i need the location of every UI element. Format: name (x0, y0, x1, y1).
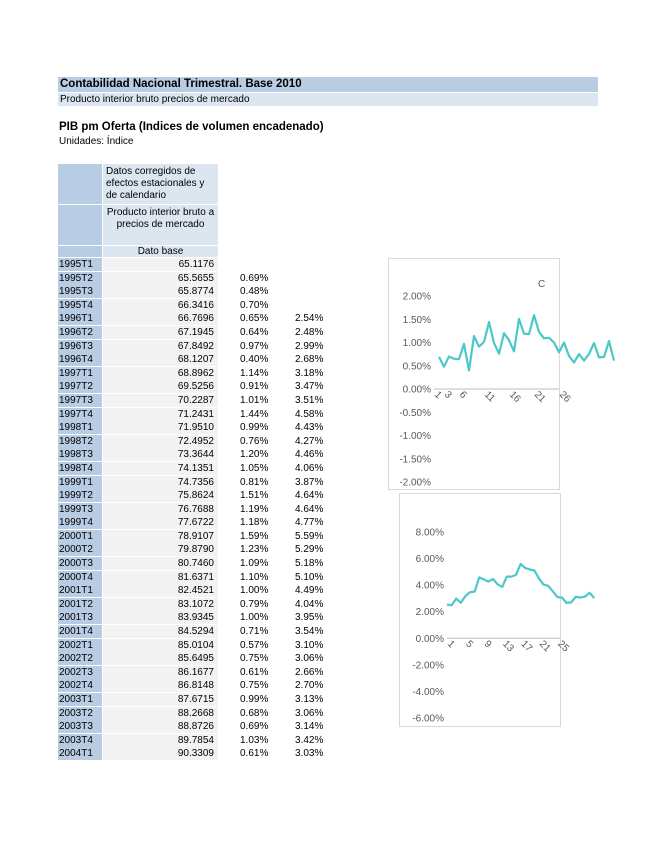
y-tick-label: -4.00% (412, 686, 444, 698)
quarterly-growth-cell: 0.64% (240, 326, 269, 338)
period-cell: 1997T3 (58, 394, 102, 407)
annual-growth-cell: 3.42% (295, 734, 324, 746)
series-line (447, 564, 594, 605)
period-cell: 2002T1 (58, 639, 102, 652)
table-row (58, 489, 338, 503)
table-row (58, 380, 338, 394)
index-value-cell: 86.8148 (103, 679, 218, 692)
quarterly-growth-cell: 0.61% (240, 666, 269, 678)
index-value-cell: 87.6715 (103, 693, 218, 706)
index-value-cell: 85.0104 (103, 639, 218, 652)
annual-growth-cell: 4.77% (295, 517, 324, 529)
annual-growth-cell: 4.58% (295, 408, 324, 420)
annual-growth-cell: 3.54% (295, 626, 324, 638)
annual-growth-chart (399, 493, 571, 727)
index-value-cell: 67.1945 (103, 326, 218, 339)
index-value-cell: 66.3416 (103, 299, 218, 312)
report-subtitle-band: Producto interior bruto precios de mercado (58, 93, 598, 106)
table-row (58, 285, 338, 299)
index-value-cell: 73.3644 (103, 448, 218, 461)
x-tick-label: 11 (481, 389, 498, 405)
x-tick-label: 21 (531, 389, 548, 405)
period-cell: 1998T3 (58, 448, 102, 461)
period-cell: 1999T3 (58, 503, 102, 516)
table-header-indicator: Producto interior bruto a precios de mercado (103, 205, 218, 245)
period-cell: 2002T3 (58, 666, 102, 679)
table-header-base: Dato base (103, 246, 218, 257)
series-line (439, 315, 614, 370)
x-tick-label: 17 (518, 638, 535, 655)
annual-growth-cell: 5.59% (295, 530, 324, 542)
quarterly-growth-cell: 1.09% (240, 558, 269, 570)
index-value-cell: 71.9510 (103, 421, 218, 434)
x-tick-label: 1 (444, 638, 457, 651)
quarterly-growth-cell: 0.75% (240, 680, 269, 692)
table-row (58, 435, 338, 449)
table-row (58, 625, 338, 639)
chart-title: C (538, 279, 546, 290)
annual-growth-cell: 3.47% (295, 381, 324, 393)
x-tick-label: 21 (536, 638, 553, 655)
quarterly-growth-cell: 1.00% (240, 585, 269, 597)
annual-growth-cell: 2.70% (295, 680, 324, 692)
period-cell: 2000T4 (58, 571, 102, 584)
index-value-cell: 68.8962 (103, 367, 218, 380)
quarterly-growth-cell: 0.79% (240, 598, 269, 610)
y-tick-label: -1.50% (399, 454, 431, 466)
index-value-cell: 65.1176 (103, 258, 218, 271)
y-tick-label: -2.00% (399, 477, 431, 489)
x-tick-label: 3 (441, 389, 454, 402)
index-value-cell: 85.6495 (103, 652, 218, 665)
index-value-cell: 76.7688 (103, 503, 218, 516)
table-row (58, 353, 338, 367)
y-tick-label: -1.00% (399, 431, 431, 442)
annual-growth-cell: 3.03% (295, 748, 324, 760)
period-cell: 1998T1 (58, 421, 102, 434)
table-row (58, 367, 338, 381)
table-row (58, 340, 338, 354)
annual-growth-cell: 3.06% (295, 707, 324, 719)
quarterly-growth-cell: 1.51% (240, 490, 269, 502)
period-cell: 1997T2 (58, 380, 102, 393)
x-tick-label: 26 (556, 389, 573, 405)
index-value-cell: 65.8774 (103, 285, 218, 298)
index-value-cell: 81.6371 (103, 571, 218, 584)
table-row (58, 503, 338, 517)
y-tick-label: 6.00% (415, 554, 444, 566)
y-tick-label: -0.50% (399, 407, 431, 419)
index-value-cell: 82.4521 (103, 584, 218, 597)
period-cell: 1996T4 (58, 353, 102, 366)
index-value-cell: 71.2431 (103, 408, 218, 421)
index-value-cell: 74.7356 (103, 476, 218, 489)
table-row (58, 584, 338, 598)
table-row (58, 747, 338, 761)
period-cell: 1995T1 (58, 258, 102, 271)
x-tick-label: 13 (500, 638, 516, 655)
y-tick-label: 0.00% (415, 633, 444, 645)
table-row (58, 476, 338, 490)
period-cell: 1999T4 (58, 516, 102, 529)
quarterly-growth-cell: 1.19% (240, 503, 269, 515)
period-cell: 2002T4 (58, 679, 102, 692)
y-tick-label: 1.00% (402, 338, 431, 349)
annual-growth-cell: 3.95% (295, 612, 324, 624)
x-tick-label: 9 (481, 638, 494, 651)
period-cell: 2004T1 (58, 747, 102, 760)
quarterly-growth-cell: 0.99% (240, 694, 269, 705)
table-row (58, 598, 338, 612)
annual-growth-cell: 3.14% (295, 721, 324, 733)
index-value-cell: 74.1351 (103, 462, 218, 475)
quarterly-growth-cell: 1.05% (240, 462, 269, 474)
period-cell: 2002T2 (58, 652, 102, 665)
x-tick-label: 25 (555, 638, 571, 655)
period-cell: 1998T4 (58, 462, 102, 475)
annual-growth-cell: 3.51% (295, 394, 324, 406)
period-cell: 2000T2 (58, 543, 102, 556)
index-value-cell: 83.1072 (103, 598, 218, 611)
data-table (58, 258, 338, 761)
index-value-cell: 80.7460 (103, 557, 218, 570)
quarterly-growth-cell: 1.10% (240, 571, 269, 583)
annual-growth-cell: 2.66% (295, 666, 324, 678)
period-cell: 1999T2 (58, 489, 102, 502)
quarterly-growth-cell: 1.59% (240, 530, 269, 542)
index-value-cell: 67.8492 (103, 340, 218, 353)
quarterly-growth-cell: 1.14% (240, 367, 269, 379)
period-cell: 1997T4 (58, 408, 102, 421)
quarterly-growth-cell: 0.70% (240, 299, 269, 311)
annual-growth-cell: 5.29% (295, 544, 324, 556)
annual-growth-cell: 4.49% (295, 585, 324, 597)
annual-growth-cell: 2.54% (295, 313, 324, 325)
table-row (58, 639, 338, 653)
quarterly-growth-cell: 1.44% (240, 408, 269, 420)
annual-growth-cell: 4.04% (295, 598, 324, 610)
index-value-cell: 65.5655 (103, 272, 218, 285)
table-header-adjustment: Datos corregidos de efectos estacionales y de calendario (103, 164, 218, 204)
index-value-cell: 89.7854 (103, 734, 218, 747)
quarterly-growth-cell: 0.71% (240, 626, 269, 638)
table-row (58, 666, 338, 680)
y-tick-label: 4.00% (415, 580, 444, 592)
table-row (58, 679, 338, 693)
table-row (58, 258, 338, 272)
section-title: PIB pm Oferta (Indices de volumen encadenado) (59, 121, 324, 133)
annual-growth-cell: 3.87% (295, 476, 324, 488)
table-row (58, 611, 338, 625)
y-tick-label: 2.00% (402, 291, 431, 303)
annual-growth-chart-svg (400, 494, 571, 726)
annual-growth-cell: 2.48% (295, 326, 324, 338)
quarterly-growth-cell: 1.18% (240, 517, 269, 529)
annual-growth-cell: 4.27% (295, 435, 324, 447)
quarterly-growth-chart (388, 258, 573, 490)
period-cell: 2001T4 (58, 625, 102, 638)
quarterly-growth-cell: 0.48% (240, 286, 269, 298)
annual-growth-cell: 4.64% (295, 503, 324, 515)
period-cell: 2003T3 (58, 720, 102, 733)
annual-growth-cell: 5.18% (295, 558, 324, 570)
table-row (58, 312, 338, 326)
y-tick-label: 0.00% (402, 384, 431, 396)
period-cell: 2003T2 (58, 707, 102, 720)
index-value-cell: 68.1207 (103, 353, 218, 366)
quarterly-growth-cell: 0.57% (240, 639, 269, 651)
quarterly-growth-cell: 0.76% (240, 435, 269, 447)
index-value-cell: 84.5294 (103, 625, 218, 638)
period-cell: 2001T3 (58, 611, 102, 624)
table-row (58, 693, 338, 707)
table-row (58, 326, 338, 340)
annual-growth-cell: 3.10% (295, 639, 324, 651)
x-tick-label: 1 (431, 389, 444, 402)
table-row (58, 408, 338, 422)
units-label: Unidades: Índice (59, 136, 134, 147)
index-value-cell: 72.4952 (103, 435, 218, 448)
table-row (58, 530, 338, 544)
period-cell: 1997T1 (58, 367, 102, 380)
table-row (58, 299, 338, 313)
quarterly-growth-cell: 1.20% (240, 449, 269, 461)
period-cell: 1999T1 (58, 476, 102, 489)
x-tick-label: 16 (506, 389, 523, 405)
period-cell: 2003T1 (58, 693, 102, 706)
index-value-cell: 88.8726 (103, 720, 218, 733)
table-row (58, 462, 338, 476)
period-cell: 2001T1 (58, 584, 102, 597)
y-tick-label: 0.50% (402, 361, 431, 373)
header-blank-cell (58, 164, 102, 204)
y-tick-label: 1.50% (402, 314, 431, 326)
index-value-cell: 66.7696 (103, 312, 218, 325)
annual-growth-cell: 4.43% (295, 422, 324, 434)
table-row (58, 734, 338, 748)
annual-growth-cell: 3.13% (295, 694, 324, 705)
quarterly-growth-chart-svg (389, 259, 573, 489)
index-value-cell: 75.8624 (103, 489, 218, 502)
quarterly-growth-cell: 1.03% (240, 734, 269, 746)
quarterly-growth-cell: 0.40% (240, 354, 269, 366)
table-row (58, 707, 338, 721)
header-blank-cell (58, 205, 102, 245)
index-value-cell: 79.8790 (103, 543, 218, 556)
period-cell: 2003T4 (58, 734, 102, 747)
quarterly-growth-cell: 0.97% (240, 340, 269, 352)
table-row (58, 543, 338, 557)
quarterly-growth-cell: 0.68% (240, 707, 269, 719)
index-value-cell: 77.6722 (103, 516, 218, 529)
quarterly-growth-cell: 0.75% (240, 653, 269, 665)
table-row (58, 272, 338, 286)
annual-growth-cell: 4.64% (295, 490, 324, 502)
y-tick-label: -6.00% (412, 713, 444, 725)
quarterly-growth-cell: 0.65% (240, 313, 269, 325)
quarterly-growth-cell: 0.81% (240, 476, 269, 488)
table-row (58, 571, 338, 585)
table-row (58, 448, 338, 462)
annual-growth-cell: 3.06% (295, 653, 324, 665)
y-tick-label: -2.00% (412, 660, 444, 672)
period-cell: 2000T3 (58, 557, 102, 570)
period-cell: 1996T2 (58, 326, 102, 339)
table-row (58, 516, 338, 530)
period-cell: 1996T1 (58, 312, 102, 325)
quarterly-growth-cell: 0.69% (240, 721, 269, 733)
table-row (58, 720, 338, 734)
period-cell: 1996T3 (58, 340, 102, 353)
index-value-cell: 88.2668 (103, 707, 218, 720)
index-value-cell: 78.9107 (103, 530, 218, 543)
annual-growth-cell: 4.46% (295, 449, 324, 461)
index-value-cell: 69.5256 (103, 380, 218, 393)
annual-growth-cell: 2.68% (295, 354, 324, 366)
quarterly-growth-cell: 0.61% (240, 748, 269, 760)
period-cell: 2000T1 (58, 530, 102, 543)
annual-growth-cell: 3.18% (295, 367, 324, 379)
index-value-cell: 86.1677 (103, 666, 218, 679)
table-row (58, 394, 338, 408)
y-tick-label: 8.00% (415, 527, 444, 539)
annual-growth-cell: 5.10% (295, 571, 324, 583)
quarterly-growth-cell: 1.00% (240, 612, 269, 624)
quarterly-growth-cell: 0.99% (240, 422, 269, 434)
quarterly-growth-cell: 0.91% (240, 381, 269, 393)
index-value-cell: 90.3309 (103, 747, 218, 760)
table-row (58, 652, 338, 666)
annual-growth-cell: 2.99% (295, 340, 324, 352)
index-value-cell: 83.9345 (103, 611, 218, 624)
header-blank-cell (58, 246, 102, 257)
period-cell: 1995T3 (58, 285, 102, 298)
quarterly-growth-cell: 1.23% (240, 544, 269, 556)
report-title-band: Contabilidad Nacional Trimestral. Base 2010 (58, 77, 598, 92)
quarterly-growth-cell: 0.69% (240, 272, 269, 284)
table-row (58, 557, 338, 571)
annual-growth-cell: 4.06% (295, 462, 324, 474)
period-cell: 1998T2 (58, 435, 102, 448)
period-cell: 2001T2 (58, 598, 102, 611)
quarterly-growth-cell: 1.01% (240, 394, 269, 406)
table-row (58, 421, 338, 435)
y-tick-label: 2.00% (415, 607, 444, 619)
x-tick-label: 5 (463, 638, 475, 651)
period-cell: 1995T4 (58, 299, 102, 312)
x-tick-label: 6 (456, 389, 469, 402)
index-value-cell: 70.2287 (103, 394, 218, 407)
period-cell: 1995T2 (58, 272, 102, 285)
